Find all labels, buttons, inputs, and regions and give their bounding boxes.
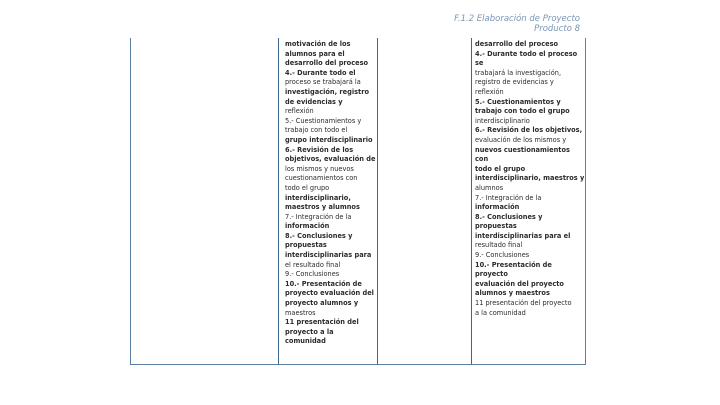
cell-text-line: a la comunidad bbox=[475, 308, 526, 317]
cell-text-line: 8.- Conclusiones y bbox=[285, 231, 353, 240]
cell-text-line: proyecto alumnos y bbox=[285, 299, 359, 308]
cell-text-line: propuestas bbox=[285, 241, 327, 250]
column-divider bbox=[471, 38, 472, 364]
cell-text-line: todo el grupo bbox=[285, 183, 330, 192]
header-product: Producto 8 bbox=[534, 24, 580, 34]
cell-text-line: maestros bbox=[285, 308, 316, 317]
cell-text-line: reflexión bbox=[285, 107, 314, 116]
cell-text-line: los mismos y nuevos bbox=[285, 164, 354, 173]
cell-text-line: alumnos bbox=[475, 183, 504, 192]
document-header bbox=[454, 14, 580, 34]
cell-text-line: reflexión bbox=[475, 87, 504, 96]
cell-text-line: evaluación de los mismos y bbox=[475, 135, 567, 144]
cell-text-line: resultado final bbox=[475, 241, 523, 250]
cell-text-line: interdisciplinarias para bbox=[285, 251, 372, 260]
column-divider bbox=[278, 38, 279, 364]
cell-text-line: 5.- Cuestionamientos y bbox=[285, 116, 362, 125]
cell-text-line: cuestionamientos con bbox=[285, 174, 358, 183]
cell-text-line: 10.- Presentación de proyecto bbox=[475, 260, 552, 279]
cell-text-line: 6.- Revisión de los objetivos, bbox=[475, 126, 583, 135]
cell-text-line: alumnos para el bbox=[285, 49, 345, 58]
cell-text-line: información bbox=[285, 222, 330, 231]
cell-text-line: registro de evidencias y bbox=[475, 78, 554, 87]
cell-text-line: 5.- Cuestionamientos y bbox=[475, 97, 561, 106]
column-divider bbox=[377, 38, 378, 364]
cell-text-line: comunidad bbox=[285, 337, 326, 346]
cell-text-line: 9.- Conclusiones bbox=[475, 251, 530, 260]
cell-text-line: interdisciplinarias para el bbox=[475, 231, 571, 240]
cell-text-line: el resultado final bbox=[285, 260, 341, 269]
cell-text-line: información bbox=[475, 203, 520, 212]
header-title: F.1.2 Elaboración de Proyecto bbox=[454, 14, 580, 24]
cell-text-line: interdisciplinario, maestros y bbox=[475, 174, 585, 183]
cell-text-line: maestros y alumnos bbox=[285, 203, 360, 212]
cell-text-line: alumnos y maestros bbox=[475, 289, 550, 298]
cell-text-line: evaluación del proyecto bbox=[475, 279, 564, 288]
cell-text-line: 8.- Conclusiones y propuestas bbox=[475, 212, 543, 231]
cell-text-line: desarrollo del proceso bbox=[285, 59, 369, 68]
cell-text-line: 7.- Integración de la bbox=[475, 193, 542, 202]
cell-text-line: interdisciplinario bbox=[475, 116, 530, 125]
cell-text-line: motivación de los bbox=[285, 40, 351, 48]
cell-text-line: objetivos, evaluación de bbox=[285, 155, 376, 164]
cell-text-line: 10.- Presentación de bbox=[285, 279, 362, 288]
cell-text-line: 11 presentación del bbox=[285, 318, 359, 327]
cell-text-line: proyecto evaluación del bbox=[285, 289, 374, 298]
cell-text-line: trabajo con todo el bbox=[285, 126, 348, 135]
cell-text-line: desarrollo del proceso bbox=[475, 40, 559, 48]
cell-text-line: 4.- Durante todo el proceso se bbox=[475, 49, 578, 68]
cell-text-line: trabajará la investigación, bbox=[475, 68, 562, 77]
cell-text-line: proyecto a la bbox=[285, 327, 334, 336]
cell-text-line: investigación, registro bbox=[285, 87, 369, 96]
cell-text-line: proceso se trabajará la bbox=[285, 78, 361, 87]
cell-text-line: 6.- Revisión de los bbox=[285, 145, 354, 154]
table-cell-column-4 bbox=[475, 40, 585, 318]
cell-text-line: nuevos cuestionamientos con bbox=[475, 145, 570, 164]
cell-text-line: 11 presentación del proyecto bbox=[475, 299, 572, 308]
activity-table bbox=[130, 38, 586, 365]
cell-text-line: grupo interdisciplinario bbox=[285, 135, 373, 144]
table-cell-column-2 bbox=[285, 40, 377, 347]
cell-text-line: 7.- Integración de la bbox=[285, 212, 352, 221]
cell-text-line: trabajo con todo el grupo bbox=[475, 107, 570, 116]
cell-text-line: 9.- Conclusiones bbox=[285, 270, 340, 279]
cell-text-line: de evidencias y bbox=[285, 97, 343, 106]
cell-text-line: todo el grupo bbox=[475, 164, 526, 173]
cell-text-line: 4.- Durante todo el bbox=[285, 68, 356, 77]
cell-text-line: interdisciplinario, bbox=[285, 193, 351, 202]
